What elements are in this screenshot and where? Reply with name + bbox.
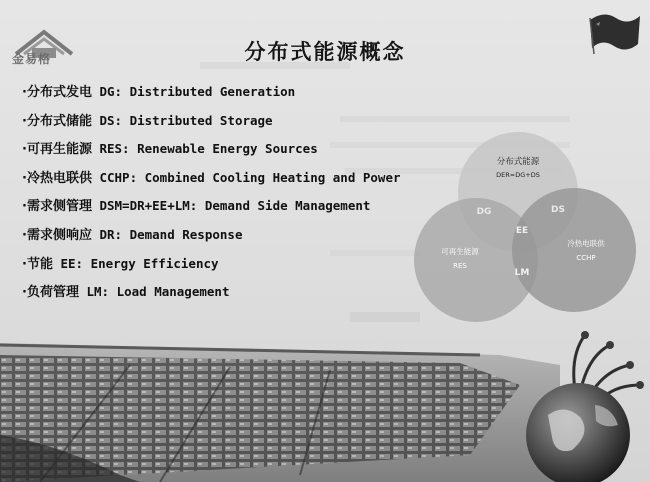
venn-top-title: 分布式能源 — [496, 157, 540, 167]
venn-label-ds: DS — [551, 205, 565, 215]
venn-label-ee: EE — [515, 226, 529, 236]
list-item: ·可再生能源 RES: Renewable Energy Sources — [22, 141, 318, 158]
list-item: ·分布式储能 DS: Distributed Storage — [22, 112, 273, 129]
venn-left-title: 可再生能源 — [441, 247, 479, 256]
list-item: ·冷热电联供 CCHP: Combined Cooling Heating and Power — [22, 169, 401, 186]
list-item: ·需求侧响应 DR: Demand Response — [22, 226, 243, 243]
venn-right-sub: CCHP — [576, 254, 596, 262]
list-item: ·需求侧管理 DSM=DR+EE+LM: Demand Side Management — [22, 198, 371, 215]
list-item: ·节能 EE: Energy Efficiency — [22, 255, 219, 272]
city-aerial-photo — [0, 325, 650, 482]
list-item: ·负荷管理 LM: Load Management — [22, 284, 230, 301]
list-item: ·分布式发电 DG: Distributed Generation — [22, 84, 296, 100]
venn-label-dg: DG — [476, 207, 492, 217]
energy-venn-diagram — [414, 130, 650, 342]
term-list — [22, 82, 401, 311]
venn-top-formula: DER=DG+DS — [496, 171, 540, 179]
venn-left-sub: RES — [453, 262, 467, 270]
venn-circle-right — [512, 188, 636, 312]
slide-title: 分布式能源概念 — [244, 40, 406, 64]
venn-label-lm: LM — [514, 268, 530, 278]
logo-text: 金易格 — [12, 52, 52, 66]
venn-right-title: 冷热电联供 — [567, 239, 605, 248]
